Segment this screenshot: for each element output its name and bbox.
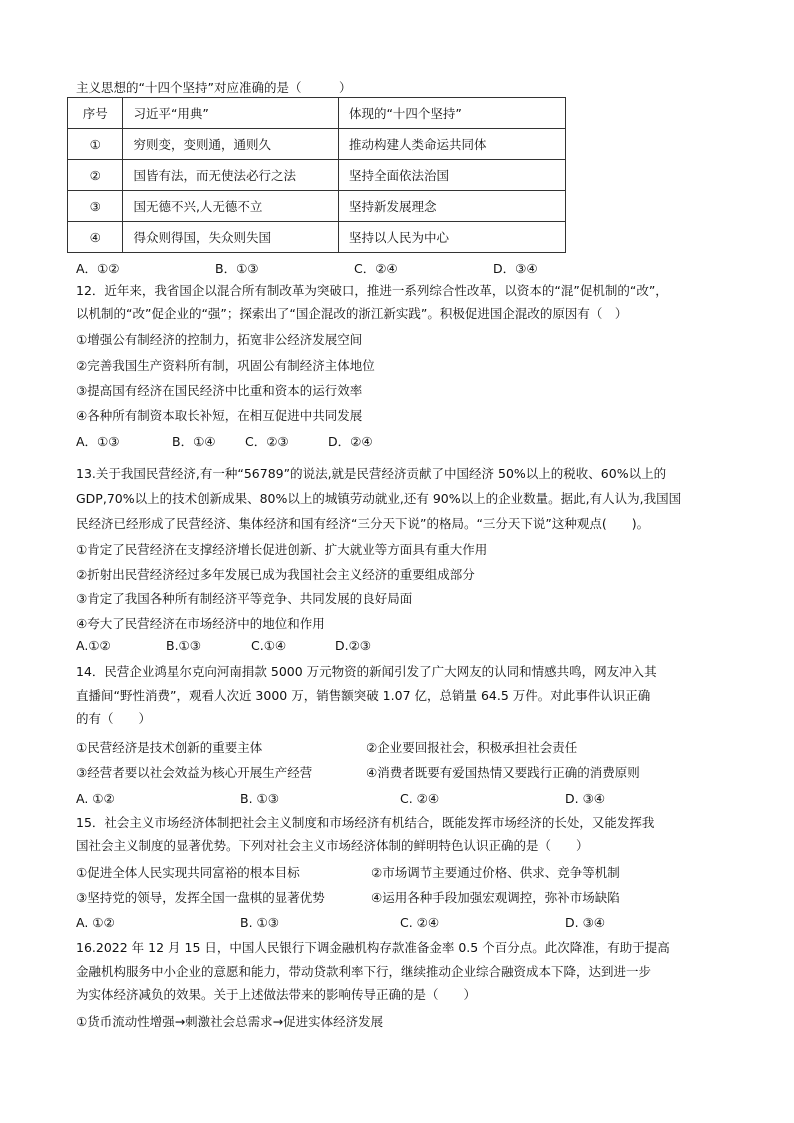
q11-option-d: D．③④ [493, 261, 538, 276]
table-cell: ④ [68, 222, 123, 253]
q11-option-b: B．①③ [215, 261, 259, 276]
q15-item: ①促进全体人民实现共同富裕的根本目标 [76, 865, 300, 880]
q14-item: ③经营者要以社会效益为核心开展生产经营 [76, 765, 313, 780]
table-header-row [68, 98, 566, 129]
q13-stem-line: 13.关于我国民营经济,有一种“56789”的说法,就是民营经济贡献了中国经济 50%以上的税收、60%以上的 [76, 466, 667, 481]
q12-option-c: C．②③ [245, 434, 289, 449]
q11-option-a: A．①② [76, 261, 120, 276]
q14-stem-line: 直播间“野性消费”，观看人次近 3000 万，销售额突破 1.07 亿，总销量 64.5 万件。对此事件认识正确 [76, 688, 651, 703]
q14-item: ①民营经济是技术创新的重要主体 [76, 740, 263, 755]
q16-stem-line: 为实体经济减负的效果。关于上述做法带来的影响传导正确的是（ ） [76, 987, 477, 1002]
table-cell: 国无德不兴,人无德不立 [123, 191, 339, 222]
q13-item: ①肯定了民营经济在支撑经济增长促进创新、扩大就业等方面具有重大作用 [76, 542, 488, 557]
q12-item: ①增强公有制经济的控制力，拓宽非公经济发展空间 [76, 332, 363, 347]
q13-option-b: B.①③ [166, 638, 201, 653]
q15-option-c: C. ②④ [400, 915, 440, 930]
q15-option-b: B. ①③ [240, 915, 279, 930]
q14-stem-line: 的有（ ） [76, 711, 152, 726]
q13-option-d: D.②③ [335, 638, 372, 653]
q13-item: ②折射出民营经济经过多年发展已成为我国社会主义经济的重要组成部分 [76, 567, 475, 582]
q13-stem-line: 民经济已经形成了民营经济、集体经济和国有经济“三分天下说”的格局。“三分天下说”这种观点( )。 [76, 516, 650, 531]
q14-option-c: C. ②④ [400, 791, 440, 806]
table-cell: 坚持新发展理念 [338, 191, 565, 222]
table-cell: 坚持全面依法治国 [338, 160, 565, 191]
table-cell: 穷则变，变则通，通则久 [123, 129, 339, 160]
q13-item: ③肯定了我国各种所有制经济平等竞争、共同发展的良好局面 [76, 591, 413, 606]
q11-option-c: C．②④ [354, 261, 398, 276]
q15-item: ④运用各种手段加强宏观调控，弥补市场缺陷 [371, 890, 620, 905]
q12-option-a: A．①③ [76, 434, 120, 449]
q16-item: ①货币流动性增强→刺激社会总需求→促进实体经济发展 [76, 1014, 384, 1029]
q11-table [67, 97, 566, 253]
q12-stem-line: 12．近年来，我省国企以混合所有制改革为突破口，推进一系列综合性改革，以资本的“混”促机制的“改”， [76, 283, 668, 298]
q13-stem-line: GDP,70%以上的技术创新成果、80%以上的城镇劳动就业,还有 90%以上的企业数量。据此,有人认为,我国国 [76, 491, 682, 506]
table-cell: ③ [68, 191, 123, 222]
q14-item: ②企业要回报社会，积极承担社会责任 [366, 740, 578, 755]
table-cell: 国皆有法，而无使法必行之法 [123, 160, 339, 191]
q15-stem-line: 15．社会主义市场经济体制把社会主义制度和市场经济有机结合，既能发挥市场经济的长处，又能发挥我 [76, 815, 655, 830]
q15-item: ③坚持党的领导，发挥全国一盘棋的显著优势 [76, 890, 325, 905]
q14-option-a: A. ①② [76, 791, 115, 806]
table-row [68, 191, 566, 222]
table-row [68, 129, 566, 160]
q13-option-a: A.①② [76, 638, 111, 653]
table-cell: ① [68, 129, 123, 160]
q15-option-d: D. ③④ [565, 915, 605, 930]
table-cell: ② [68, 160, 123, 191]
q12-option-b: B．①④ [172, 434, 216, 449]
table-cell: 得众则得国，失众则失国 [123, 222, 339, 253]
table-header-cell: 序号 [68, 98, 123, 129]
q12-stem-line: 以机制的“改”促企业的“强”；探索出了“国企混改的浙江新实践”。积极促进国企混改的原因有（ ） [76, 306, 628, 321]
q16-stem-line: 16.2022 年 12 月 15 日，中国人民银行下调金融机构存款准备金率 0.5 个百分点。此次降准，有助于提高 [76, 940, 670, 955]
table-header-cell: 习近平“用典” [123, 98, 339, 129]
q16-stem-line: 金融机构服务中小企业的意愿和能力，带动贷款利率下行，继续推动企业综合融资成本下降，达到进一步 [76, 964, 652, 979]
q14-stem-line: 14．民营企业鸿星尔克向河南捐款 5000 万元物资的新闻引发了广大网友的认同和情感共鸣，网友冲入其 [76, 664, 657, 679]
q11-stem-tail: 主义思想的“十四个坚持”对应准确的是（ ） [76, 80, 352, 95]
q12-item: ③提高国有经济在国民经济中比重和资本的运行效率 [76, 383, 363, 398]
q13-option-c: C.①④ [251, 638, 287, 653]
q14-option-d: D. ③④ [565, 791, 605, 806]
q15-stem-line: 国社会主义制度的显著优势。下列对社会主义市场经济体制的鲜明特色认识正确的是（ ） [76, 838, 589, 853]
q13-item: ④夸大了民营经济在市场经济中的地位和作用 [76, 616, 325, 631]
q12-option-d: D．②④ [328, 434, 373, 449]
q15-option-a: A. ①② [76, 915, 115, 930]
q12-item: ②完善我国生产资料所有制，巩固公有制经济主体地位 [76, 358, 375, 373]
table-row [68, 160, 566, 191]
table-header-cell: 体现的“十四个坚持” [338, 98, 565, 129]
q14-item: ④消费者既要有爱国热情又要践行正确的消费原则 [366, 765, 640, 780]
table-cell: 推动构建人类命运共同体 [338, 129, 565, 160]
q14-option-b: B. ①③ [240, 791, 279, 806]
table-row [68, 222, 566, 253]
q12-item: ④各种所有制资本取长补短，在相互促进中共同发展 [76, 408, 363, 423]
q15-item: ②市场调节主要通过价格、供求、竞争等机制 [371, 865, 620, 880]
table-cell: 坚持以人民为中心 [338, 222, 565, 253]
